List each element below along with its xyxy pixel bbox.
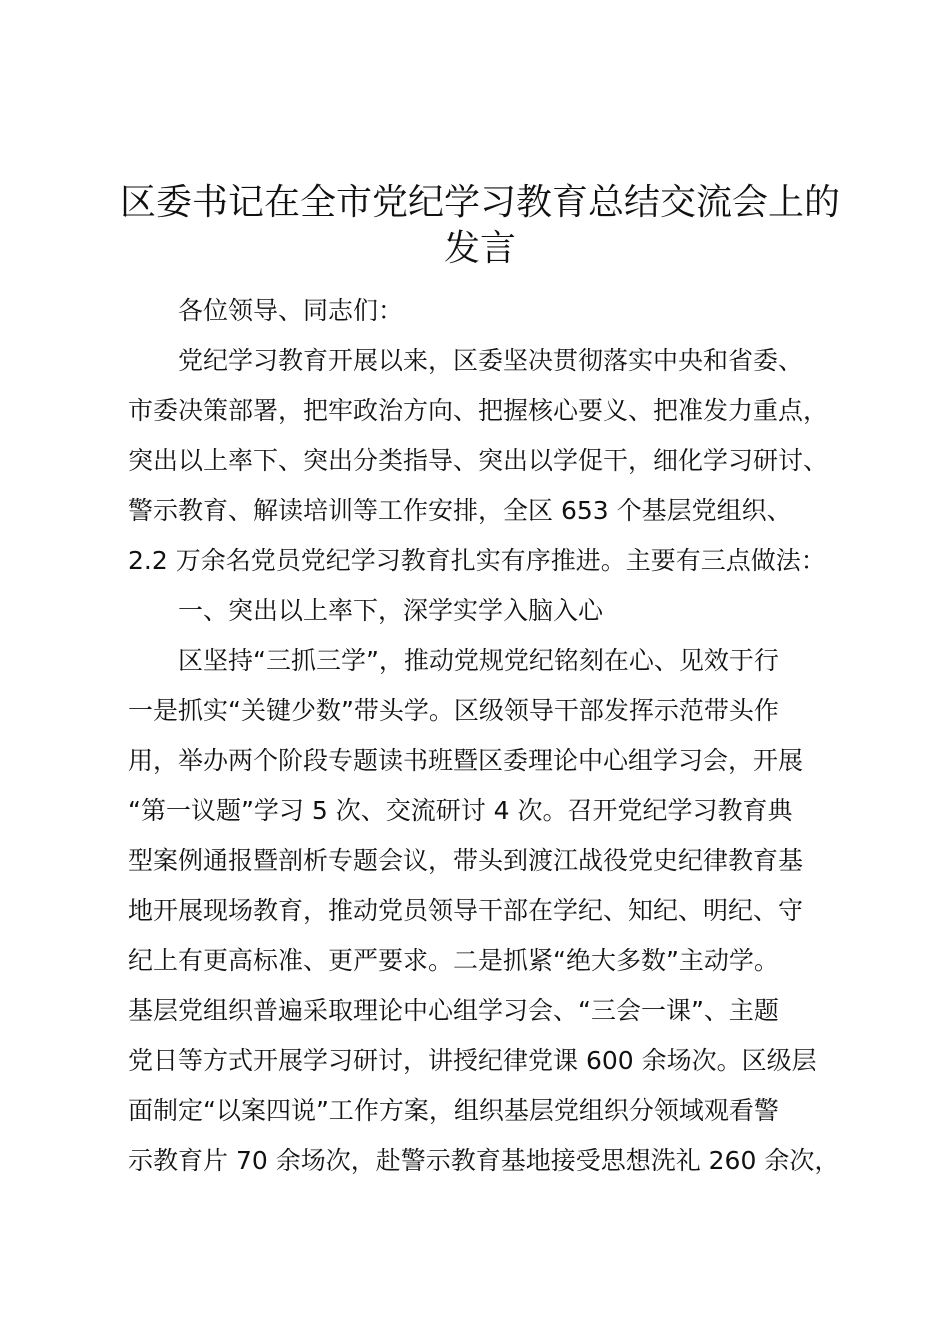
- body-line: 一是抓实“关键少数”带头学。区级领导干部发挥示范带头作: [128, 696, 779, 725]
- body-line: 突出以上率下、突出分类指导、突出以学促干，细化学习研讨、: [128, 446, 829, 475]
- body-line: 地开展现场教育，推动党员领导干部在学纪、知纪、明纪、守: [128, 896, 804, 925]
- body-line: “第一议题”学习 5 次、交流研讨 4 次。召开党纪学习教育典: [128, 796, 793, 825]
- body-line: 一、突出以上率下，深学实学入脑入心: [178, 596, 604, 625]
- body-line: 2.2 万余名党员党纪学习教育扎实有序推进。主要有三点做法：: [128, 546, 826, 575]
- body-line: 型案例通报暨剖析专题会议，带头到渡江战役党史纪律教育基: [128, 846, 804, 875]
- body-line: 纪上有更高标准、更严要求。二是抓紧“绝大多数”主动学。: [128, 946, 779, 975]
- body-line: 各位领导、同志们：: [178, 296, 404, 325]
- body-line: 党日等方式开展学习研讨，讲授纪律党课 600 余场次。区级层: [128, 1046, 817, 1075]
- body-line: 基层党组织普遍采取理论中心组学习会、“三会一课”、主题: [128, 996, 779, 1025]
- body-line: 市委决策部署，把牢政治方向、把握核心要义、把准发力重点，: [128, 396, 829, 425]
- body-line: 用，举办两个阶段专题读书班暨区委理论中心组学习会，开展: [128, 746, 804, 775]
- title-line: 区委书记在全市党纪学习教育总结交流会上的: [119, 182, 840, 223]
- body-line: 党纪学习教育开展以来，区委坚决贯彻落实中央和省委、: [178, 346, 804, 375]
- body-line: 面制定“以案四说”工作方案，组织基层党组织分领域观看警: [128, 1096, 779, 1125]
- body-line: 警示教育、解读培训等工作安排，全区 653 个基层党组织、: [128, 496, 792, 525]
- document-body: [128, 286, 858, 1186]
- body-line: 区坚持“三抓三学”，推动党规党纪铭刻在心、见效于行: [178, 646, 779, 675]
- body-line: 示教育片 70 余场次，赴警示教育基地接受思想洗礼 260 余次，: [128, 1146, 840, 1175]
- document-title: [100, 180, 860, 272]
- title-line: 发言: [443, 228, 516, 269]
